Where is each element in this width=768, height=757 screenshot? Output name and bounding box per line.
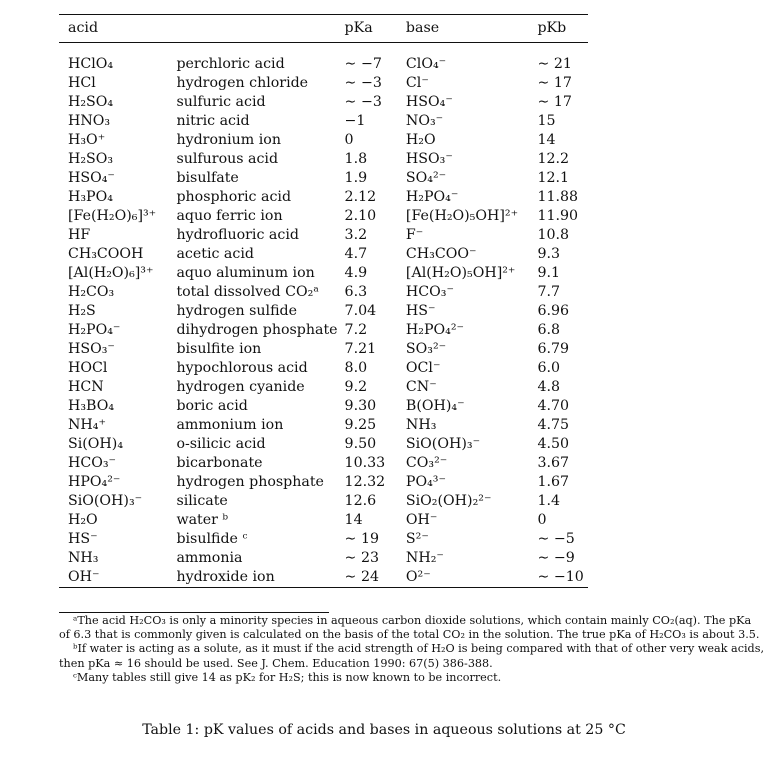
acid-formula: H₂CO₃ xyxy=(68,284,115,300)
acid-name: hydrogen sulfide xyxy=(176,303,298,319)
pka-value: 10.33 xyxy=(344,455,386,471)
acid-formula: HSO₃⁻ xyxy=(68,341,115,357)
acid-name: phosphoric acid xyxy=(176,189,292,205)
pk-table xyxy=(59,15,588,587)
base-formula: CN⁻ xyxy=(405,379,437,395)
pka-value: 7.21 xyxy=(344,341,377,357)
table-row xyxy=(59,530,588,549)
pkb-value: ∼ 17 xyxy=(537,75,572,91)
acid-name: hydrogen phosphate xyxy=(176,474,324,490)
acid-formula: HClO₄ xyxy=(68,56,114,72)
base-formula: SiO₂(OH)₂²⁻ xyxy=(405,493,492,509)
table-row xyxy=(59,568,588,587)
table-row xyxy=(59,93,588,112)
acid-name: boric acid xyxy=(176,398,248,414)
table-row xyxy=(59,511,588,530)
acid-formula: NH₄⁺ xyxy=(68,417,106,433)
pka-value: 3.2 xyxy=(344,227,368,243)
pkb-value: 11.90 xyxy=(537,208,579,224)
pka-value: ∼ 19 xyxy=(344,531,379,547)
base-formula: Cl⁻ xyxy=(405,75,429,91)
table-row xyxy=(59,264,588,283)
table-row xyxy=(59,473,588,492)
acid-name: o-silicic acid xyxy=(176,436,266,452)
acid-name: silicate xyxy=(176,493,228,509)
pkb-value: 10.8 xyxy=(537,227,570,243)
acid-formula: HCl xyxy=(68,75,96,91)
acid-name: ammonia xyxy=(176,550,243,566)
pka-value: ∼ 24 xyxy=(344,569,379,585)
pkb-value: 9.3 xyxy=(537,246,561,262)
acid-formula: NH₃ xyxy=(68,550,99,566)
acid-name: perchloric acid xyxy=(176,56,285,72)
header-base: base xyxy=(405,20,440,36)
header-rule xyxy=(59,43,588,56)
pkb-value: 9.1 xyxy=(537,265,561,281)
pkb-value: 4.50 xyxy=(537,436,570,452)
pka-value: 2.12 xyxy=(344,189,377,205)
pka-value: 6.3 xyxy=(344,284,368,300)
base-formula: H₂PO₄⁻ xyxy=(405,189,459,205)
pkb-value: 6.8 xyxy=(537,322,561,338)
table-row xyxy=(59,549,588,568)
base-formula: B(OH)₄⁻ xyxy=(405,398,465,414)
table-row xyxy=(59,74,588,93)
pka-value: 0 xyxy=(344,132,354,148)
pka-value: 9.50 xyxy=(344,436,377,452)
base-formula: HS⁻ xyxy=(405,303,436,319)
pka-value: 4.7 xyxy=(344,246,368,262)
base-formula: OCl⁻ xyxy=(405,360,441,376)
header-pkb: pKb xyxy=(537,20,567,36)
acid-formula: H₂O xyxy=(68,512,98,528)
pka-value: 1.9 xyxy=(344,170,368,186)
acid-formula: CH₃COOH xyxy=(68,246,144,262)
acid-formula: [Fe(H₂O)₆]³⁺ xyxy=(68,208,157,224)
footnote-rule xyxy=(59,612,329,613)
acid-formula: HOCl xyxy=(68,360,108,376)
table-row xyxy=(59,55,588,74)
base-formula: HSO₃⁻ xyxy=(405,151,453,167)
table-row xyxy=(59,112,588,131)
pka-value: 12.32 xyxy=(344,474,386,490)
pkb-value: ∼ −5 xyxy=(537,531,575,547)
base-formula: SO₄²⁻ xyxy=(405,170,447,186)
table-row xyxy=(59,169,588,188)
pk-table-container xyxy=(59,14,588,588)
base-formula: HSO₄⁻ xyxy=(405,94,453,110)
table-row xyxy=(59,416,588,435)
pkb-value: 1.67 xyxy=(537,474,570,490)
pkb-value: 15 xyxy=(537,113,556,129)
acid-formula: HNO₃ xyxy=(68,113,111,129)
table-caption: Table 1: pK values of acids and bases in aqueous solutions at 25 °C xyxy=(142,722,626,738)
acid-formula: SiO(OH)₃⁻ xyxy=(68,493,143,509)
acid-formula: H₃BO₄ xyxy=(68,398,115,414)
header-pka: pKa xyxy=(344,20,373,36)
footnotes xyxy=(59,612,765,685)
acid-name: total dissolved CO₂ᵃ xyxy=(176,284,319,300)
pka-value: 7.04 xyxy=(344,303,377,319)
base-formula: H₂PO₄²⁻ xyxy=(405,322,465,338)
base-formula: HCO₃⁻ xyxy=(405,284,454,300)
pkb-value: 3.67 xyxy=(537,455,570,471)
acid-formula: H₂PO₄⁻ xyxy=(68,322,121,338)
acid-formula: HCO₃⁻ xyxy=(68,455,117,471)
pkb-value: ∼ −9 xyxy=(537,550,575,566)
pka-value: 9.30 xyxy=(344,398,377,414)
base-formula: ClO₄⁻ xyxy=(405,56,447,72)
base-formula: [Fe(H₂O)₅OH]²⁺ xyxy=(405,208,519,224)
acid-formula: H₂SO₃ xyxy=(68,151,114,167)
pkb-value: 12.1 xyxy=(537,170,570,186)
footnote-a: ᵃThe acid H₂CO₃ is only a minority species in aqueous carbon dioxide solutions, which contain mainly CO₂(aq). The pKa of 6.3 that is commonly given is calculated on the basis of the total CO₂ in the solution. The true pKa of H₂CO₃ is about 3.5. xyxy=(59,614,760,642)
table-row xyxy=(59,321,588,340)
table-body xyxy=(59,43,588,588)
table-row xyxy=(59,359,588,378)
acid-name: hydrofluoric acid xyxy=(176,227,299,243)
header-name xyxy=(176,15,344,43)
pkb-value: ∼ 17 xyxy=(537,94,572,110)
table-row xyxy=(59,283,588,302)
pka-value: ∼ −7 xyxy=(344,56,382,72)
pka-value: 9.25 xyxy=(344,417,377,433)
pka-value: ∼ 23 xyxy=(344,550,379,566)
pkb-value: 4.8 xyxy=(537,379,561,395)
base-formula: NO₃⁻ xyxy=(405,113,444,129)
pkb-value: 7.7 xyxy=(537,284,561,300)
base-formula: O²⁻ xyxy=(405,569,431,585)
pka-value: ∼ −3 xyxy=(344,94,382,110)
footnote-c: ᶜMany tables still give 14 as pK₂ for H₂S; this is now known to be incorrect. xyxy=(73,670,502,684)
pkb-value: 4.70 xyxy=(537,398,570,414)
table-row xyxy=(59,435,588,454)
base-formula: OH⁻ xyxy=(405,512,438,528)
acid-name: dihydrogen phosphate xyxy=(176,322,338,338)
pkb-value: 11.88 xyxy=(537,189,579,205)
acid-formula: H₂S xyxy=(68,303,96,319)
base-formula: SiO(OH)₃⁻ xyxy=(405,436,481,452)
pkb-value: 14 xyxy=(537,132,556,148)
acid-name: nitric acid xyxy=(176,113,250,129)
acid-formula: HS⁻ xyxy=(68,531,98,547)
pka-value: 8.0 xyxy=(344,360,368,376)
acid-name: bisulfate xyxy=(176,170,239,186)
acid-name: bisulfite ion xyxy=(176,341,262,357)
acid-name: hydroxide ion xyxy=(176,569,275,585)
pka-value: 1.8 xyxy=(344,151,368,167)
pka-value: 14 xyxy=(344,512,363,528)
acid-formula: HF xyxy=(68,227,91,243)
footnote-b: ᵇIf water is acting as a solute, as it must if the acid strength of H₂O is being compared with that of other very weak acids, then pKa ≈ 16 should be used. See J. Chem. Education 1990: 67(5) 386-388. xyxy=(59,642,765,670)
acid-formula: HPO₄²⁻ xyxy=(68,474,121,490)
base-formula: CH₃COO⁻ xyxy=(405,246,477,262)
pka-value: 2.10 xyxy=(344,208,377,224)
table-row xyxy=(59,378,588,397)
acid-name: hydrogen cyanide xyxy=(176,379,305,395)
pkb-value: 6.96 xyxy=(537,303,570,319)
table-row xyxy=(59,131,588,150)
acid-formula: [Al(H₂O)₆]³⁺ xyxy=(68,265,154,281)
acid-formula: H₂SO₄ xyxy=(68,94,114,110)
pka-value: 9.2 xyxy=(344,379,368,395)
acid-formula: H₃O⁺ xyxy=(68,132,106,148)
pka-value: 7.2 xyxy=(344,322,368,338)
pkb-value: ∼ −10 xyxy=(537,569,584,585)
pka-value: 12.6 xyxy=(344,493,377,509)
acid-name: bicarbonate xyxy=(176,455,263,471)
acid-name: sulfurous acid xyxy=(176,151,279,167)
table-row xyxy=(59,188,588,207)
pkb-value: ∼ 21 xyxy=(537,56,572,72)
acid-formula: HSO₄⁻ xyxy=(68,170,115,186)
base-formula: NH₂⁻ xyxy=(405,550,444,566)
acid-formula: HCN xyxy=(68,379,104,395)
base-formula: [Al(H₂O)₅OH]²⁺ xyxy=(405,265,516,281)
base-formula: NH₃ xyxy=(405,417,437,433)
table-row xyxy=(59,207,588,226)
base-formula: S²⁻ xyxy=(405,531,429,547)
pkb-value: 6.0 xyxy=(537,360,561,376)
table-row xyxy=(59,492,588,511)
acid-name: ammonium ion xyxy=(176,417,284,433)
base-formula: SO₃²⁻ xyxy=(405,341,447,357)
base-formula: PO₄³⁻ xyxy=(405,474,446,490)
acid-name: acetic acid xyxy=(176,246,254,262)
acid-name: aquo aluminum ion xyxy=(176,265,315,281)
acid-name: bisulfide ᶜ xyxy=(176,531,248,547)
pka-value: −1 xyxy=(344,113,366,129)
acid-name: aquo ferric ion xyxy=(176,208,283,224)
table-row xyxy=(59,340,588,359)
pka-value: ∼ −3 xyxy=(344,75,382,91)
acid-name: hydronium ion xyxy=(176,132,281,148)
table-bottom-rule xyxy=(59,587,588,588)
acid-name: sulfuric acid xyxy=(176,94,266,110)
base-formula: CO₃²⁻ xyxy=(405,455,448,471)
table-row xyxy=(59,150,588,169)
acid-name: hypochlorous acid xyxy=(176,360,308,376)
base-formula: F⁻ xyxy=(405,227,424,243)
header-acid: acid xyxy=(68,20,99,36)
table-row xyxy=(59,397,588,416)
pka-value: 4.9 xyxy=(344,265,368,281)
pkb-value: 6.79 xyxy=(537,341,570,357)
pkb-value: 4.75 xyxy=(537,417,570,433)
table-header-row xyxy=(59,15,588,43)
base-formula: H₂O xyxy=(405,132,436,148)
acid-formula: OH⁻ xyxy=(68,569,100,585)
table-row xyxy=(59,226,588,245)
table-row xyxy=(59,454,588,473)
table-row xyxy=(59,245,588,264)
pkb-value: 0 xyxy=(537,512,547,528)
pkb-value: 12.2 xyxy=(537,151,570,167)
acid-formula: Si(OH)₄ xyxy=(68,436,124,452)
pkb-value: 1.4 xyxy=(537,493,561,509)
acid-name: hydrogen chloride xyxy=(176,75,309,91)
table-row xyxy=(59,302,588,321)
acid-formula: H₃PO₄ xyxy=(68,189,113,205)
acid-name: water ᵇ xyxy=(176,512,229,528)
